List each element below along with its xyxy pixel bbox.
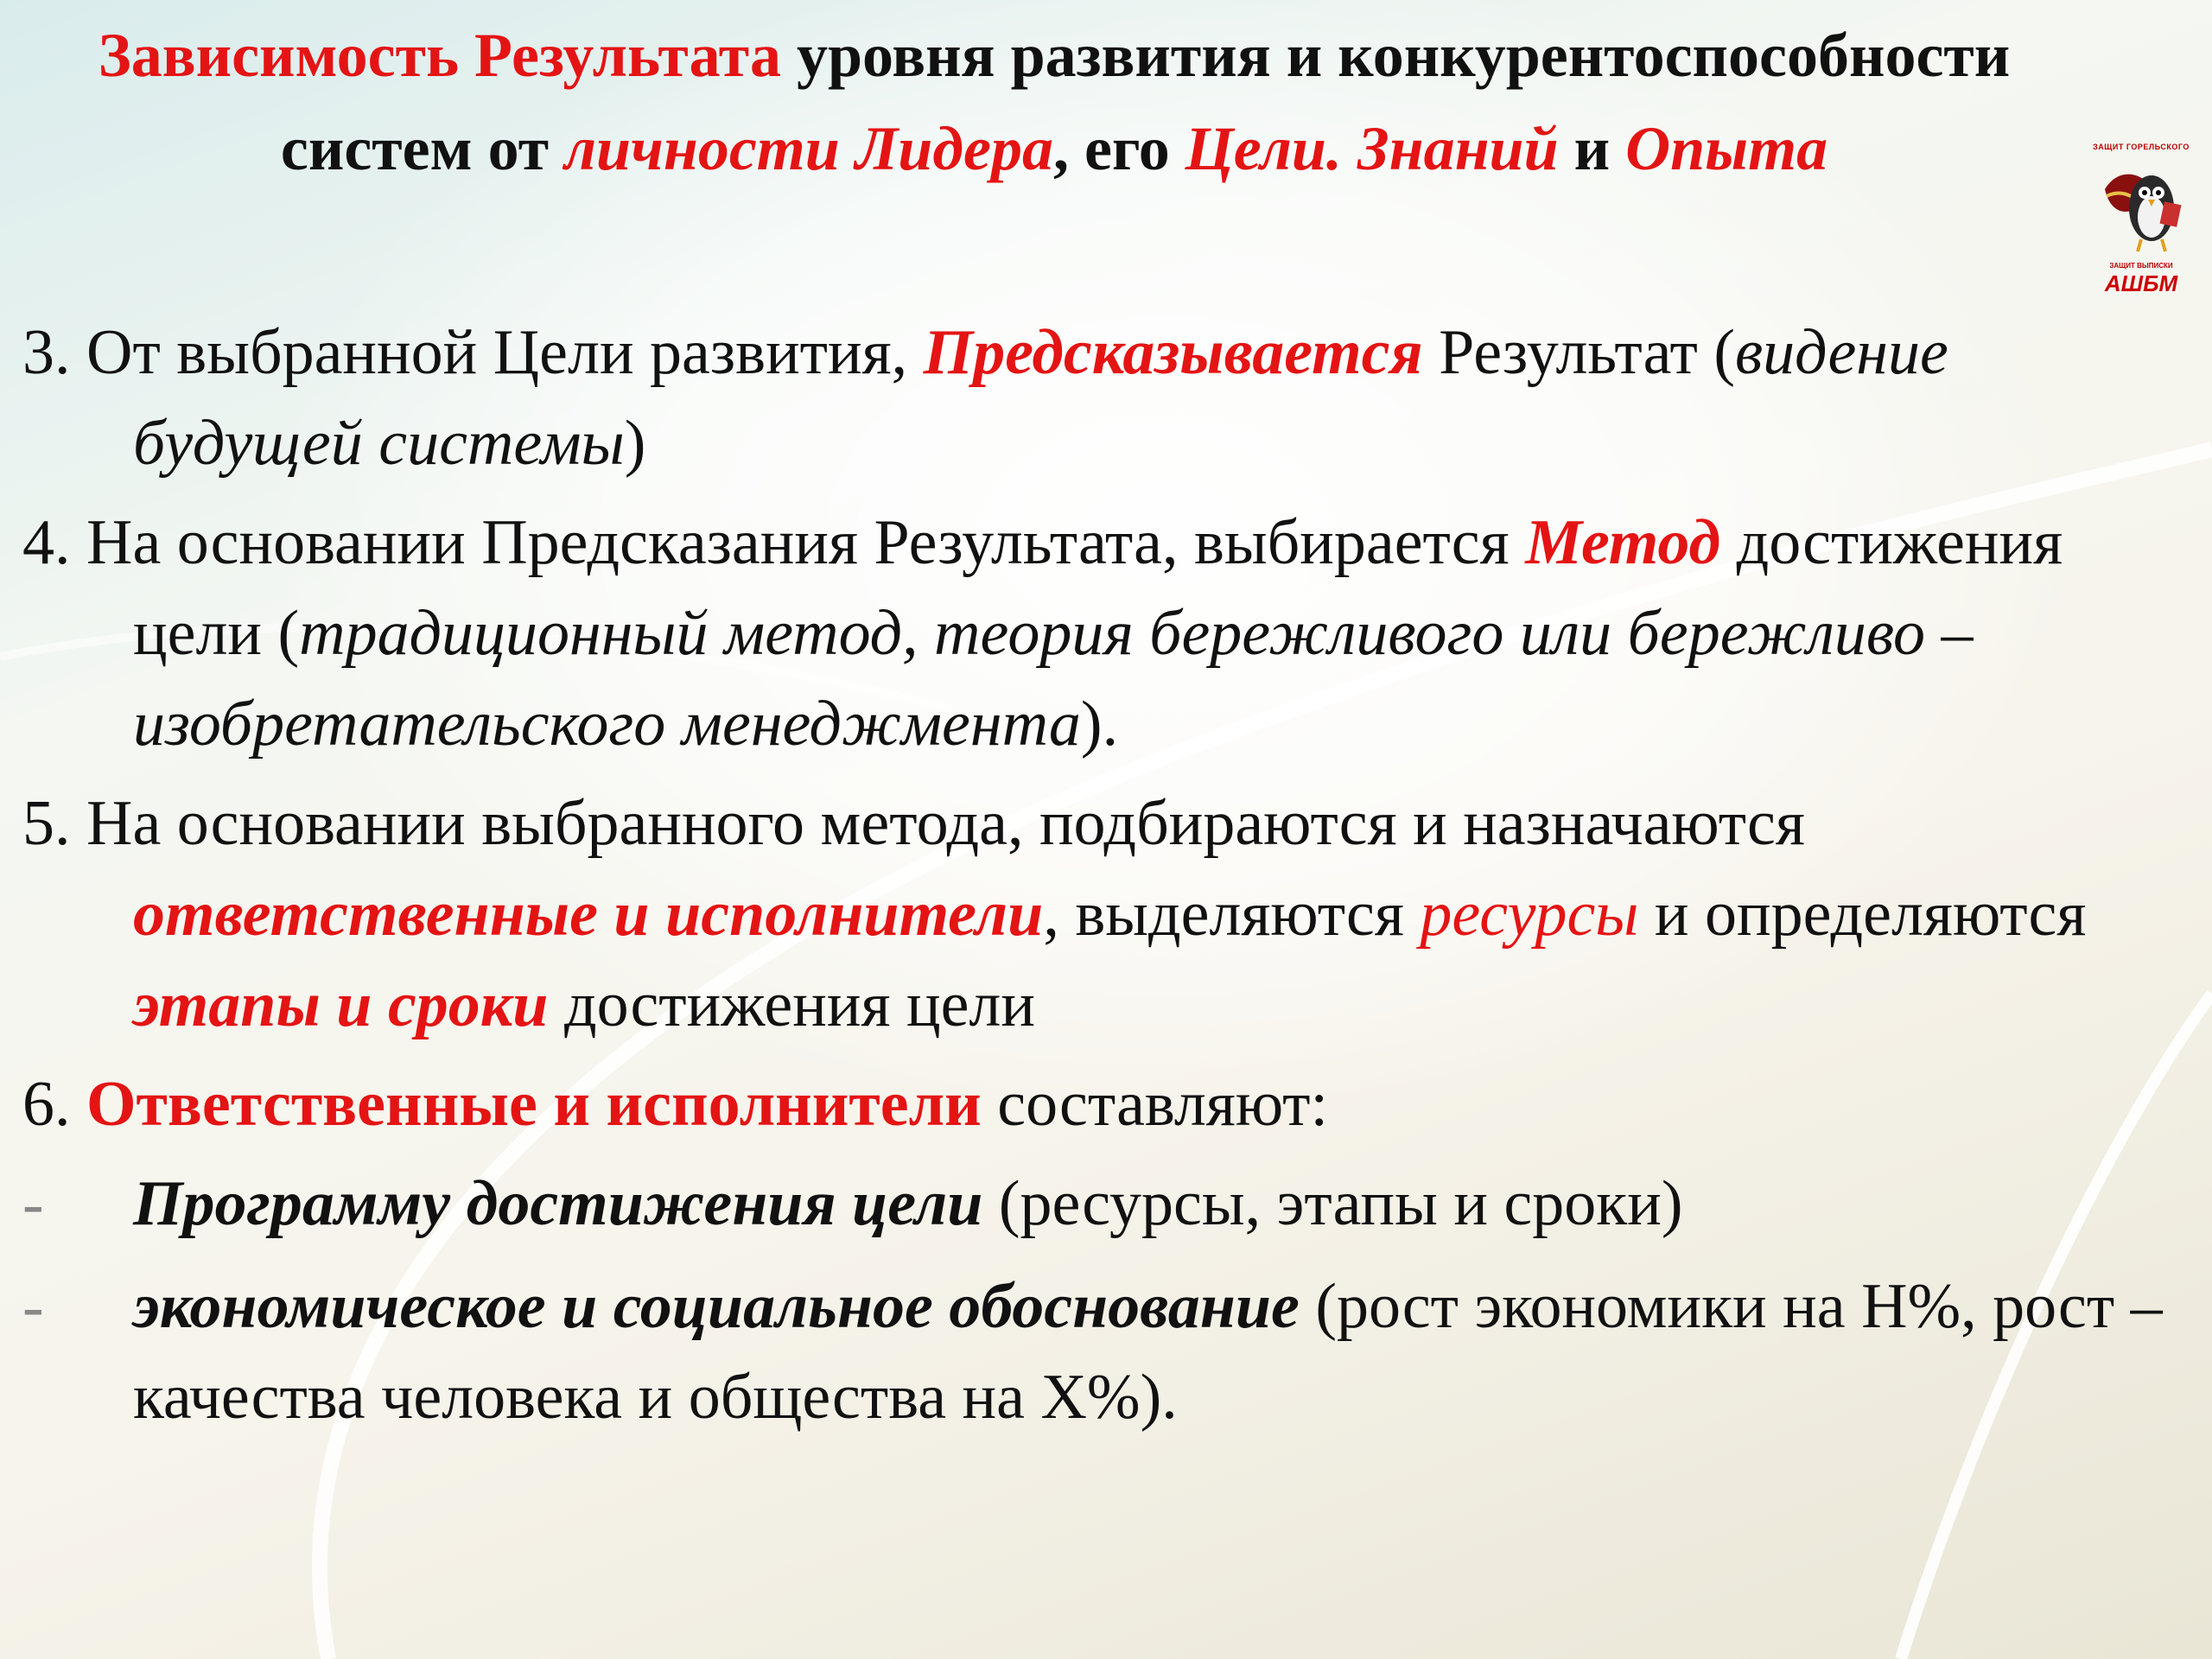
title-part-3: личности Лидера xyxy=(564,114,1053,183)
slide-title xyxy=(35,9,2074,195)
bullet-marker: - xyxy=(22,1271,44,1342)
item-highlight: Ответственные и исполнители xyxy=(86,1069,982,1140)
item-text: достижения цели ( xyxy=(133,507,2063,669)
list-item-3 xyxy=(22,308,2165,489)
title-part-4: , его xyxy=(1052,114,1185,183)
item-number: 5. xyxy=(22,788,71,859)
item-text: достижения цели xyxy=(548,969,1035,1040)
item-text: От выбранной Цели развития, xyxy=(70,317,924,388)
bullet-text: (ресурсы, этапы и сроки) xyxy=(982,1168,1683,1239)
list-item-4 xyxy=(22,498,2165,770)
bullet-marker: - xyxy=(22,1168,44,1239)
title-part-1: Зависимость Результата xyxy=(98,21,781,90)
item-text: составляют: xyxy=(981,1069,1329,1140)
item-highlight: этапы и сроки xyxy=(133,969,549,1040)
item-italic-red: ресурсы xyxy=(1420,879,1639,950)
item-highlight: ответственные и исполнители xyxy=(133,879,1044,950)
item-text: , выделяются xyxy=(1043,879,1421,950)
item-text: и определяются xyxy=(1638,879,2087,950)
logo-top-text: ЗАЩИТ ГОРЕЛЬСКОГО xyxy=(2093,143,2190,151)
item-number: 3. xyxy=(22,317,71,388)
slide-body xyxy=(22,308,2165,1455)
bullet-emphasis: экономическое и социальное обоснование xyxy=(133,1271,1300,1342)
title-part-6: и xyxy=(1558,114,1626,183)
title-part-5: Цели. Знаний xyxy=(1185,114,1559,183)
logo-mid-text: ЗАЩИТ ВЫПИСКИ xyxy=(2109,262,2173,270)
item-number: 4. xyxy=(22,507,71,578)
ashbm-logo xyxy=(2089,143,2193,296)
item-italic: традиционный метод, теория бережливого или бережливо – изобретательского менеджмента xyxy=(133,598,1974,760)
bullet-emphasis: Программу достижения цели xyxy=(133,1168,983,1239)
item-text: Результат ( xyxy=(1422,317,1735,388)
item-text: На основании выбранного метода, подбираются и назначаются xyxy=(70,788,1805,859)
logo-name: АШБМ xyxy=(2104,270,2178,296)
item-italic: видение будущей системы xyxy=(133,317,1948,479)
title-part-2: уровня развития и конкурентоспособности систем от xyxy=(280,21,2011,183)
item-text: ). xyxy=(1080,689,1119,760)
item-number: 6. xyxy=(22,1069,71,1140)
item-highlight: Метод xyxy=(1525,507,1721,578)
item-highlight: Предсказывается xyxy=(923,317,1423,388)
item-text: ) xyxy=(624,408,646,479)
title-part-7: Опыта xyxy=(1625,114,1828,183)
bullet-item-justification xyxy=(22,1262,2165,1443)
list-item-6 xyxy=(22,1059,2165,1150)
item-text xyxy=(71,1069,87,1140)
bullet-text: (рост экономики на Н%, рост – качества человека и общества на Х%). xyxy=(133,1271,2163,1433)
item-text: На основании Предсказания Результата, выбирается xyxy=(70,507,1526,578)
list-item-5 xyxy=(22,779,2165,1051)
owl-mascot-icon xyxy=(2098,155,2184,260)
bullet-item-program xyxy=(22,1159,2165,1249)
